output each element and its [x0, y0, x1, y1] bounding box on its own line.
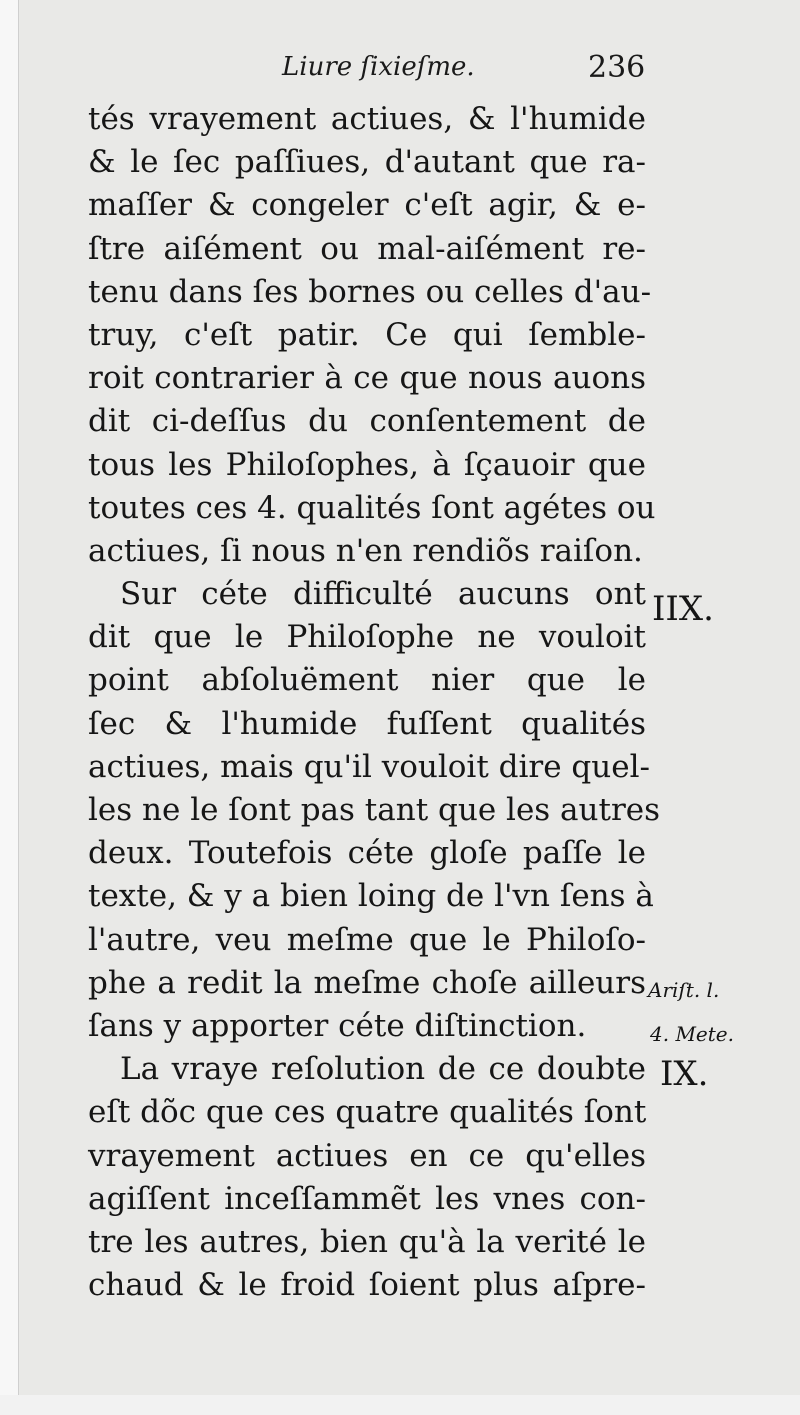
text-line: dit que le Philoſophe ne vouloit	[88, 619, 646, 656]
text-line: tenu dans ſes bornes ou celles d'au-	[88, 273, 652, 310]
page-header	[0, 52, 800, 92]
page-bottom-edge	[0, 1395, 800, 1415]
text-line: toutes ces 4. qualités ſont agétes ou	[88, 489, 656, 526]
text-line: phe a redit la meſme choſe ailleurs	[88, 964, 646, 1001]
text-line: agiſſent inceſſammẽt les vnes con-	[88, 1180, 646, 1217]
text-line: eſt dõc que ces quatre qualités ſont	[88, 1094, 647, 1131]
text-line: La vraye reſolution de ce doubte	[120, 1051, 646, 1088]
text-line: tous les Philoſophes, à ſçauoir que	[88, 446, 646, 483]
text-line: deux. Toutefois céte gloſe paſſe le	[88, 835, 646, 872]
text-line: actiues, ſi nous n'en rendiõs raiſon.	[88, 532, 643, 569]
text-line: dit ci-deſſus du conſentement de	[88, 403, 646, 440]
text-line: roit contrarier à ce que nous auons	[88, 360, 646, 397]
running-title: Liure ſixieſme.	[282, 52, 475, 82]
text-line: Sur céte difficulté aucuns ont	[120, 576, 646, 613]
text-line: les ne le ſont pas tant que les autres	[88, 792, 661, 828]
margin-note-citation-book: 4. Mete.	[650, 1022, 734, 1046]
text-line: & le ſec paſſiues, d'autant que ra-	[88, 144, 646, 181]
text-line: tés vrayement actiues, & l'humide	[88, 101, 646, 137]
text-line: l'autre, veu meſme que le Philoſo-	[88, 921, 646, 958]
text-line: texte, & y a bien loing de l'vn ſens à	[88, 878, 654, 915]
page-number: 236	[588, 50, 646, 85]
margin-note-citation: Ariſt. l.	[648, 978, 720, 1002]
text-line: actiues, mais qu'il vouloit dire quel-	[88, 748, 650, 785]
text-line: truy, c'eſt patir. Ce qui ſemble-	[88, 316, 646, 353]
text-line: tre les autres, bien qu'à la verité le	[88, 1223, 646, 1260]
text-line: point abſoluëment nier que le	[88, 662, 646, 699]
text-line: vrayement actiues en ce qu'elles	[88, 1137, 646, 1174]
text-line: ſtre aiſément ou mal-aiſément re-	[88, 230, 646, 267]
text-line: ſans y apporter céte diſtinction.	[88, 1007, 587, 1044]
text-line: chaud & le froid ſoient plus aſpre-	[88, 1267, 646, 1304]
margin-note-section-iix: IIX.	[652, 589, 714, 629]
text-line: maſſer & congeler c'eſt agir, & e-	[88, 187, 646, 224]
body-text	[88, 98, 661, 1307]
text-line: ſec & l'humide fuſſent qualités	[88, 705, 646, 742]
page-left-edge	[0, 0, 19, 1415]
margin-note-section-ix: IX.	[660, 1054, 709, 1094]
